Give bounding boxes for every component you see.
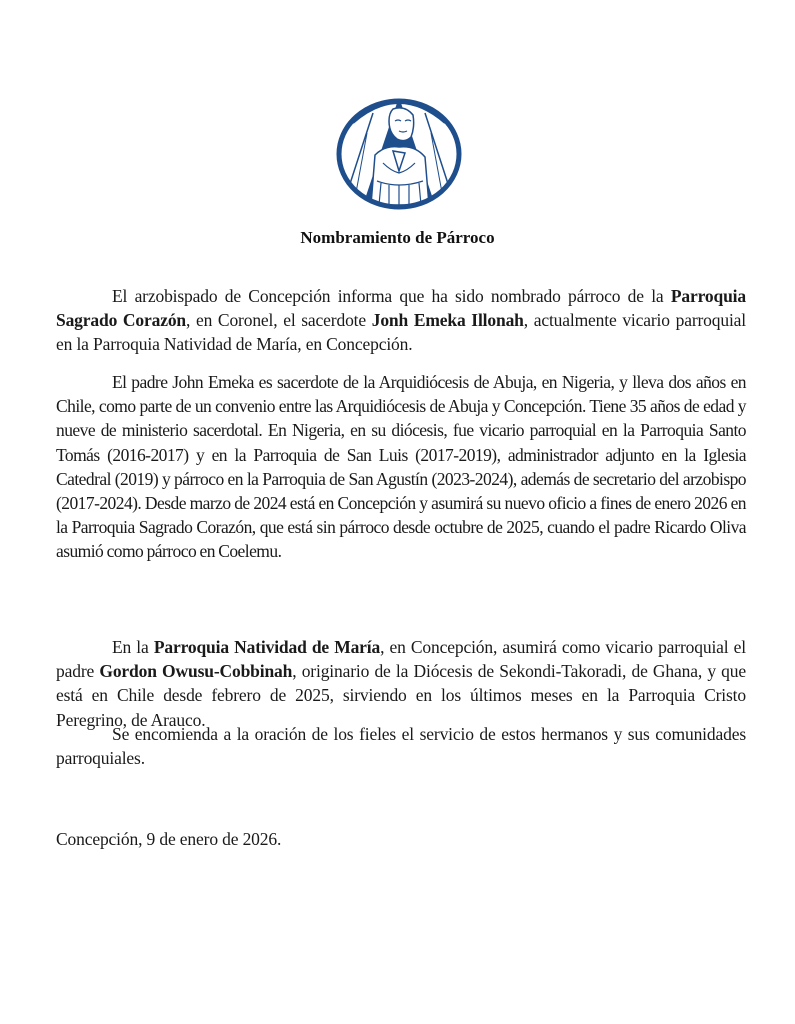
document-title: Nombramiento de Párroco: [300, 228, 495, 247]
virgin-mary-praying-emblem-icon: [333, 93, 465, 211]
date-line: Concepción, 9 de enero de 2026.: [56, 829, 282, 849]
paragraph-2: [56, 370, 746, 564]
paragraph-4-text: Se encomienda a la oración de los fieles el servicio de estos hermanos y sus comunidades parroquiales.: [56, 724, 746, 769]
parish-name-natividad-de-maria: Parroquia Natividad de María: [153, 637, 381, 657]
paragraph-2-text: El padre John Emeka es sacerdote de la Arquidiócesis de Abuja, en Nigeria, y lleva dos años en Chile, como parte de un convenio entre las Arquidiócesis de Abuja y Concepción. Tiene 35 años de edad y nueve de ministerio sacerdotal. En Nigeria, en su diócesis, fue vicario parroquial en la Parroquia Santo Tomás (2016-2017) y en la Parroquia de San Luis (2017-2019), administrador adjunto en la Iglesia Catedral (2019) y párroco en la Parroquia de San Agustín (2023-2024), además de secretario del arzobispo (2017-2024). Desde marzo de 2024 está en Concepción y asumirá su nuevo oficio a fines de enero 2026 en la Parroquia Sagrado Corazón, que está sin párroco desde octubre de 2025, cuando el padre Ricardo Oliva asumió como párroco en Coelemu.: [56, 372, 746, 562]
parish-name-sagrado-corazon: Parroquia Sagrado Corazón: [56, 286, 746, 331]
priest-name-gordon-owusu: Gordon Owusu-Cobbinah: [99, 661, 293, 682]
paragraph-1: [56, 284, 746, 357]
paragraph-4: [56, 722, 746, 770]
paragraph-3-text-b: , en Concepción, asumirá como vicario parroquial el padre: [56, 637, 746, 682]
paragraph-1-text-a: El arzobispado de Concepción informa que ha sido nombrado párroco de la: [112, 286, 671, 306]
paragraph-1-text-b: , en Coronel, el sacerdote: [186, 310, 372, 331]
paragraph-3-text-a: En la: [112, 637, 154, 657]
paragraph-3-text-c: , originario de la Diócesis de Sekondi-Takoradi, de Ghana, y que está en Chile desde febrero de 2025, sirviendo en los últimos meses en la Parroquia Cristo Peregrino, de Arauco.: [56, 661, 746, 730]
paragraph-3: [56, 635, 746, 732]
paragraph-1-text-c: , actualmente vicario parroquial en la Parroquia Natividad de María, en Concepción.: [56, 310, 747, 355]
priest-name-jonh-emeka: Jonh Emeka Illonah: [371, 310, 524, 331]
